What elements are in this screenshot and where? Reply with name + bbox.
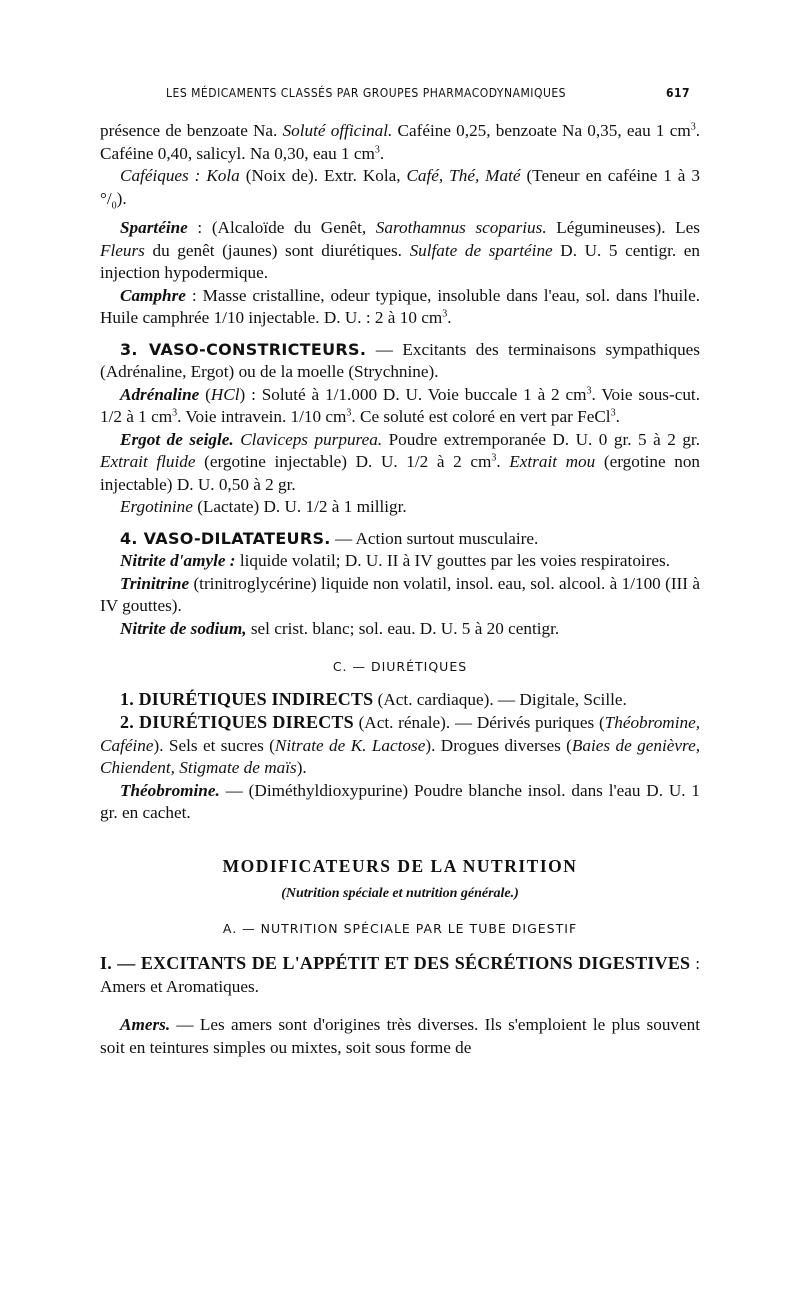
paragraph-trinitrine: Trinitrine (trinitroglycérine) liquide non volatil, insol. eau, sol. alcool. à 1/100 (III à IV gouttes). <box>100 573 700 616</box>
paragraph-diuretiques-directs: 2. DIURÉTIQUES DIRECTS (Act. rénale). — Dérivés puriques (Théobromine, Caféine). Sels et sucres (Nitrate de K. Lactose). Drogues diverses (Baies de genièvre, Chiendent, Stigmate de maïs). <box>100 712 700 778</box>
paragraph-sparteine: Spartéine : (Alcaloïde du Genêt, Sarothamnus scoparius. Légumineuses). Les Fleurs du genêt (jaunes) sont diurétiques. Sulfate de spartéine D. U. 5 centigr. en injection hypodermique. <box>100 218 700 283</box>
section-heading-nutrition-speciale: A. — NUTRITION SPÉCIALE PAR LE TUBE DIGESTIF <box>222 920 578 936</box>
chapter-title: MODIFICATEURS DE LA NUTRITION <box>222 855 578 876</box>
heading-vaso-constricteurs: 3. VASO-CONSTRICTEURS. — Excitants des terminaisons sympathiques (Adrénaline, Ergot) ou de la moelle (Strychnine). <box>100 339 700 382</box>
paragraph-nitrite-amyle: Nitrite d'amyle : liquide volatil; D. U. II à IV gouttes par les voies respiratoires. <box>120 551 671 571</box>
paragraph-theobromine: Théobromine. — (Diméthyldioxypurine) Poudre blanche insol. dans l'eau D. U. 1 gr. en cachet. <box>100 780 700 823</box>
paragraph-adrenaline: Adrénaline (HCl) : Soluté à 1/1.000 D. U. Voie buccale 1 à 2 $cm^3$. Voie sous-cut. 1/2 à 1 $cm^3$. Voie intravein. 1/10 $cm^3$. Ce soluté est coloré en vert par FeCl$^3$. <box>100 384 700 427</box>
page-body <box>100 120 700 1059</box>
paragraph-cafeine-soluté: présence de benzoate Na. Soluté officinal. Caféine 0,25, benzoate Na 0,35, eau 1 $cm^3$. Caféine 0,40, salicyl. Na 0,30, eau 1 $cm^3$. <box>100 121 701 163</box>
heading-diuretiques-indirects: 1. DIURÉTIQUES INDIRECTS (Act. cardiaque). — Digitale, Scille. <box>120 688 627 709</box>
paragraph-camphre: Camphre : Masse cristalline, odeur typique, insoluble dans l'eau, sol. dans l'huile. Huile camphrée 1/10 injectable. D. U. : 2 à 10 $cm^3$. <box>100 285 700 328</box>
paragraph-nitrite-sodium: Nitrite de sodium, sel crist. blanc; sol. eau. D. U. 5 à 20 centigr. <box>120 618 560 638</box>
heading-vaso-dilatateurs: 4. VASO-DILATATEURS. — Action surtout musculaire. <box>120 528 539 548</box>
heading-excitants-appetit: I. — EXCITANTS DE L'APPÉTIT ET DES SÉCRÉTIONS DIGESTIVES : Amers et Aromatiques. <box>100 953 700 996</box>
paragraph-ergot: Ergot de seigle. Claviceps purpurea. Poudre extremporanée D. U. 0 gr. 5 à 2 gr. Extrait fluide (ergotine injectable) D. U. 1/2 à 2 $cm^3$. Extrait mou (ergotine non injectable) D. U. 0,50 à 2 gr. <box>100 429 701 494</box>
section-heading-diuretiques: C. — DIURÉTIQUES <box>332 659 468 675</box>
paragraph-cafeiques: Caféiques : Kola (Noix de). Extr. Kola, Café, Thé, Maté (Teneur en caféine 1 à 3 $^\circ/_0$). <box>100 166 700 211</box>
paragraph-amers: Amers. — Les amers sont d'origines très diverses. Ils s'emploient le plus souvent soit en teintures simples ou mixtes, soit sous forme de <box>100 1015 700 1057</box>
paragraph-ergotinine: Ergotinine (Lactate) D. U. 1/2 à 1 milligr. <box>120 497 407 517</box>
chapter-subtitle: (Nutrition spéciale et nutrition générale.) <box>281 886 519 902</box>
running-title: LES MÉDICAMENTS CLASSÉS PAR GROUPES PHARMACODYNAMIQUES <box>166 86 567 100</box>
page-number: 617 <box>665 86 690 100</box>
